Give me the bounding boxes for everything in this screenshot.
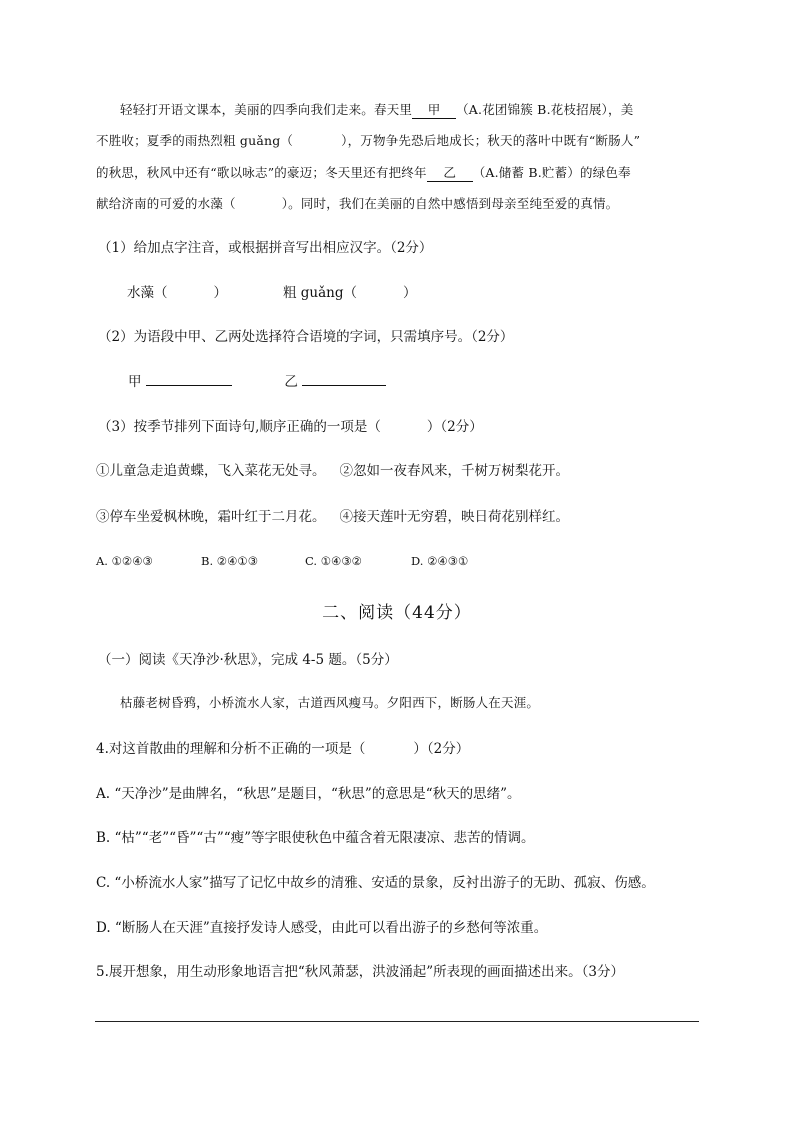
- q4-option-a[interactable]: A. “天净沙”是曲牌名，“秋思”是题目，“秋思”的意思是“秋天的思绪”。: [96, 786, 521, 802]
- question-1: （1）给加点字注音，或根据拼音写出相应汉字。（2分）: [98, 240, 433, 256]
- q3-poem-1: ①儿童急走追黄蝶，飞入菜花无处寻。: [96, 463, 326, 479]
- q3-options: [96, 551, 468, 571]
- section-heading: 二、阅读（44分）: [322, 603, 472, 623]
- blank-yi: 乙: [427, 165, 473, 182]
- q4-option-b[interactable]: B. “枯”“老”“昏”“古”“瘦”等字眼使秋色中蕴含着无限凄凉、悲苦的情调。: [96, 830, 535, 846]
- q2-jia-label: 甲: [128, 374, 142, 390]
- passage-text: （A.储蓄 B.贮蓄）的绿色奉: [472, 165, 631, 180]
- q3-poem-3: ③停车坐爱枫林晚，霜叶红于二月花。: [96, 509, 326, 525]
- q1-answer-row: 水藻（ ） 粗 guǎng（ ）: [127, 285, 417, 301]
- q2-yi-label: 乙: [284, 374, 298, 390]
- question-5: 5.展开想象，用生动形象地语言把“秋风萧瑟，洪波涌起”所表现的画面描述出来。（3分）: [96, 964, 625, 980]
- question-3: （3）按季节排列下面诗句,顺序正确的一项是（ ）（2分）: [98, 419, 483, 435]
- q3-option-b[interactable]: B. ②④①③: [201, 554, 259, 568]
- passage-line-1: [120, 100, 633, 120]
- q1-item-a: 水藻（: [127, 285, 168, 301]
- poem-text: 枯藤老树昏鸦，小桥流水人家，古道西风瘦马。夕阳西下，断肠人在天涯。: [120, 695, 540, 710]
- q3-option-c[interactable]: C. ①④③②: [305, 554, 362, 568]
- passage-text: 不胜收；夏季的雨热烈粗 guǎng（: [96, 133, 294, 148]
- passage-text: 轻轻打开语文课本，美丽的四季向我们走来。春天里: [120, 102, 413, 117]
- q4-option-c[interactable]: C. “小桥流水人家”描写了记忆中故乡的清雅、安适的景象，反衬出游子的无助、孤寂、伤感。: [96, 875, 655, 891]
- q3-poem-4: ④接天莲叶无穷碧，映日荷花别样红。: [339, 509, 569, 525]
- q3-option-a[interactable]: A. ①②④③: [96, 554, 153, 568]
- passage-text: ），万物争先恐后地成长；秋天的落叶中既有“断肠人”: [341, 133, 641, 148]
- q3-poems-row-2: [96, 507, 569, 527]
- q3-poem-2: ②忽如一夜春风来，千树万树梨花开。: [339, 463, 569, 479]
- passage-text: 的秋思，秋风中还有“歌以咏志”的豪迈；冬天里还有把终年: [96, 165, 427, 180]
- passage-line-2: [96, 131, 640, 151]
- q2-jia-blank[interactable]: [146, 385, 232, 386]
- sub-section-1: （一）阅读《天净沙·秋思》，完成 4-5 题。（5分）: [98, 652, 398, 668]
- answer-line[interactable]: [95, 1021, 699, 1022]
- q4-option-d[interactable]: D. “断肠人在天涯”直接抒发诗人感受，由此可以看出游子的乡愁何等浓重。: [96, 920, 548, 936]
- question-4: 4.对这首散曲的理解和分析不正确的一项是（ ）（2分）: [96, 741, 470, 757]
- blank-jia: 甲: [412, 102, 456, 119]
- question-2: （2）为语段中甲、乙两处选择符合语境的字词，只需填序号。（2分）: [98, 329, 514, 345]
- q2-answer-row: [128, 372, 386, 392]
- passage-text: （A.花团锦簇 B.花枝招展），美: [456, 102, 634, 117]
- passage-line-4: [96, 194, 618, 214]
- passage-line-3: [96, 163, 631, 183]
- q3-option-d[interactable]: D. ②④③①: [411, 554, 469, 568]
- q3-poems-row-1: [96, 461, 569, 481]
- q1-item-b: 粗 guǎng（: [283, 285, 358, 301]
- passage-text: ）。同时，我们在美丽的自然中感悟到母亲至纯至爱的真情。: [281, 196, 619, 211]
- passage-text: 献给济南的可爱的水藻（: [96, 196, 236, 211]
- q2-yi-blank[interactable]: [302, 385, 386, 386]
